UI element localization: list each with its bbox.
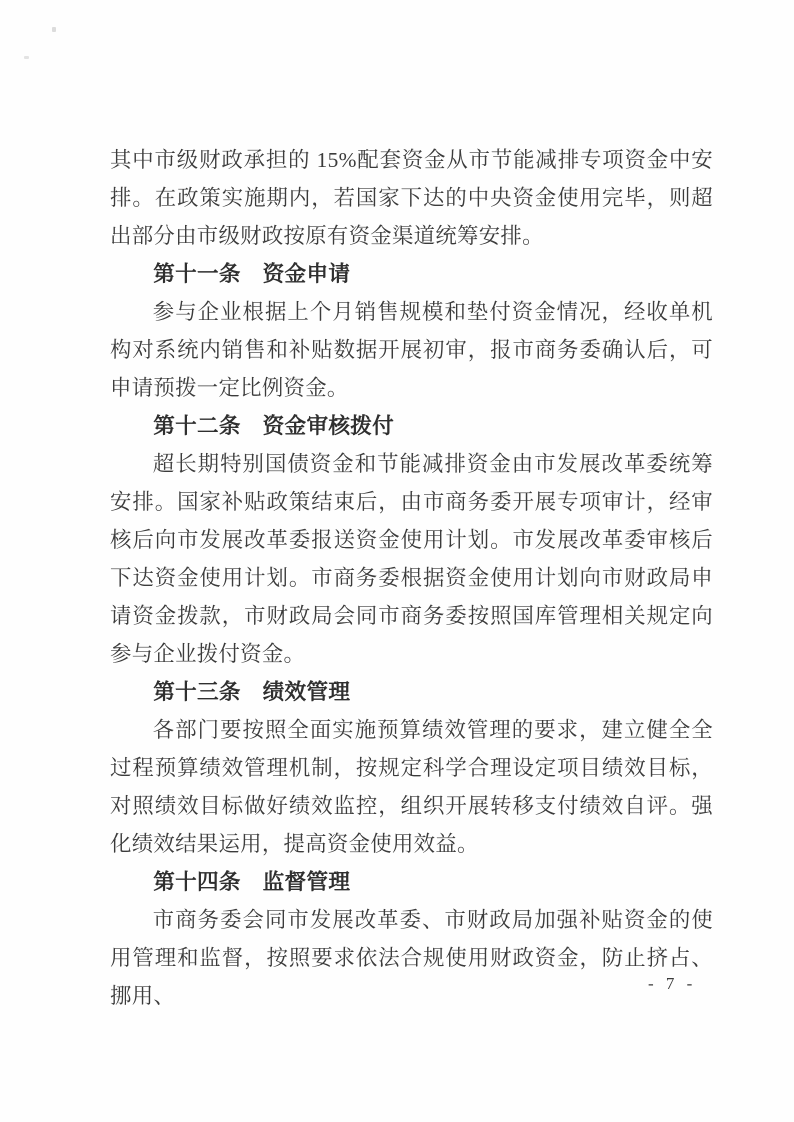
- paragraph-article-13-body: 各部门要按照全面实施预算绩效管理的要求，建立健全全过程预算绩效管理机制，按规定科学合理设定项目绩效目标，对照绩效目标做好绩效监控，组织开展转移支付绩效自评。强化绩效结果运用，提高资金使用效益。: [110, 718, 713, 856]
- paragraph-article-12-body: 超长期特别国债资金和节能减排资金由市发展改革委统筹安排。国家补贴政策结束后，由市商务委开展专项审计，经审核后向市发展改革委报送资金使用计划。市发展改革委审核后下达资金使用计划。市商务委根据资金使用计划向市财政局申请资金拨款，市财政局会同市商务委按照国库管理相关规定向参与企业拨付资金。: [110, 452, 713, 666]
- scan-speck: [24, 56, 29, 59]
- article-heading-11-fund-application: 第十一条 资金申请: [153, 261, 351, 286]
- paragraph-article-14-body: 市商务委会同市发展改革委、市财政局加强补贴资金的使用管理和监督，按照要求依法合规使用财政资金，防止挤占、挪用、: [110, 908, 713, 1008]
- article-heading-12-fund-review-allocation: 第十二条 资金审核拨付: [153, 413, 395, 438]
- page-number: - 7 -: [648, 974, 697, 993]
- paragraph-article-11-body: 参与企业根据上个月销售规模和垫付资金情况，经收单机构对系统内销售和补贴数据开展初审，报市商务委确认后，可申请预拨一定比例资金。: [110, 300, 713, 400]
- document-body: [110, 141, 713, 1015]
- article-heading-13-performance-management: 第十三条 绩效管理: [153, 679, 351, 704]
- scan-speck: [52, 27, 56, 32]
- paragraph-matching-funds-continuation: 其中市级财政承担的 15%配套资金从市节能减排专项资金中安排。在政策实施期内，若国家下达的中央资金使用完毕，则超出部分由市级财政按原有资金渠道统筹安排。: [110, 148, 713, 248]
- article-heading-14-supervision-management: 第十四条 监督管理: [153, 869, 351, 894]
